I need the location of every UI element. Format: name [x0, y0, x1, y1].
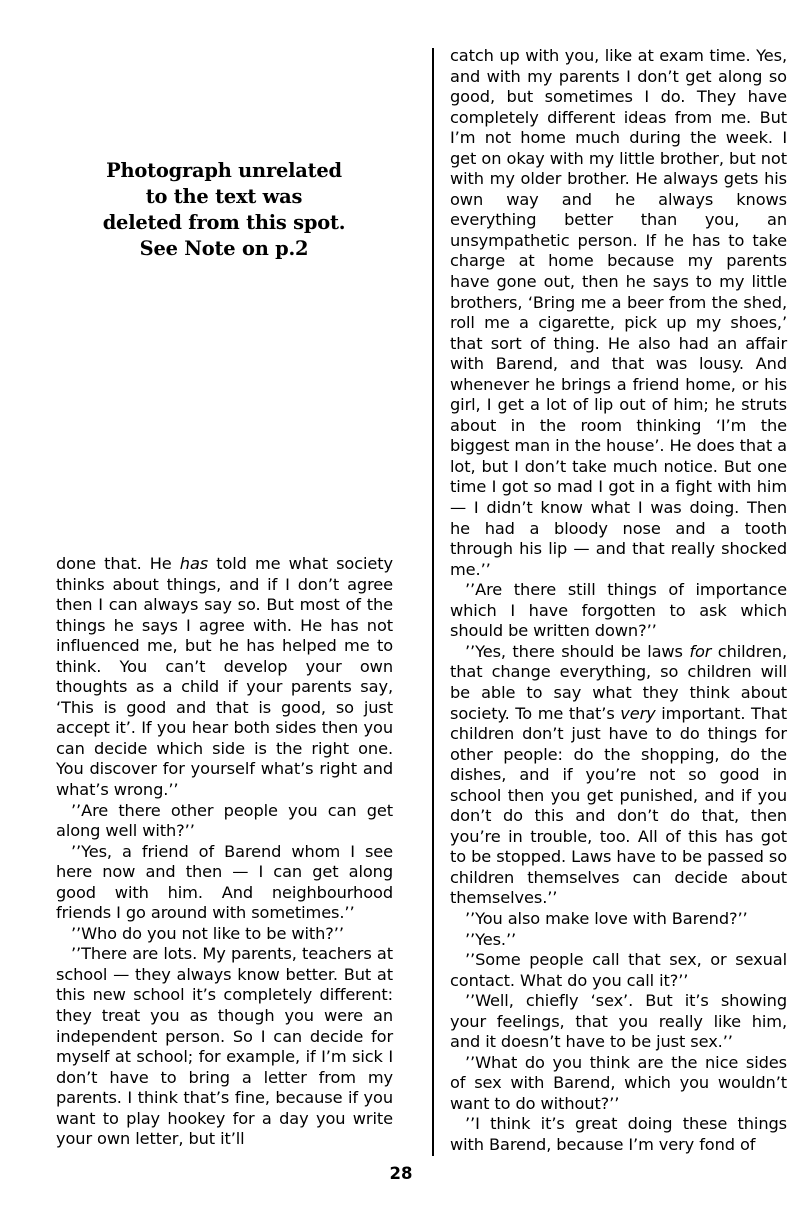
photo-removed-notice — [56, 158, 392, 262]
page-number: 28 — [389, 1164, 413, 1183]
paragraph: ’’You also make love with Barend?’’ — [465, 908, 748, 928]
paragraph: ’’What do you think are the nice sides of sex with Barend, which you wouldn’t want to do without?’’ — [450, 1052, 787, 1113]
notice-line: Photograph unrelated — [106, 159, 342, 182]
column-divider-rule — [432, 48, 434, 1156]
notice-line: deleted from this spot. — [102, 211, 346, 234]
paragraph: ’’I think it’s great doing these things with Barend, because I’m very fond of — [450, 1114, 787, 1154]
paragraph: ’’Who do you not like to be with?’’ — [71, 923, 344, 943]
paragraph: ’’Yes, a friend of Barend whom I see here now and then — I can get along good with him. And neighbourhood friends I go around with sometimes.’’ — [56, 841, 393, 923]
emphasis-text: for — [689, 641, 712, 661]
emphasis-text: has — [179, 554, 209, 573]
paragraph: ’’Are there other people you can get along well with?’’ — [56, 800, 393, 841]
paragraph: ’’Yes, there should be laws for children, that change everything, so children will be able to say what they think about society. To me that’s very important. That children don’t just have to do things for other people: do the shopping, do the dishes, and if you’re not so good in school then you get punished, and if you don’t do this and don’t do that, then you’re in trouble, too. All of this has got to be stopped. Laws have to be passed so children themselves can decide about themselves.’’ — [450, 641, 787, 908]
paragraph: ’’Some people call that sex, or sexual contact. What do you call it?’’ — [450, 950, 787, 990]
paragraph: ’’Well, chiefly ‘sex’. But it’s showing your feelings, that you really like him, and it doesn’t have to be just sex.’’ — [450, 991, 787, 1052]
paragraph: ’’Are there still things of importance which I have forgotten to ask which should be written down?’’ — [450, 580, 787, 641]
paragraph: catch up with you, like at exam time. Yes, and with my parents I don’t get along so good, but sometimes I do. They have completely different ideas from me. But I’m not home much during the week. I get on okay with my little brother, but not with my older brother. He always gets his own way and he always knows everything better than you, an unsympathetic person. If he has to take charge at home because my parents have gone out, then he says to my little brothers, ‘Bring me a beer from the shed, roll me a cigarette, pick up my shoes,’ that sort of thing. He also had an affair with Barend, and that was lousy. And whenever he brings a friend home, or his girl, I get a lot of lip out of him; he struts about in the room thinking ‘I’m the biggest man in the house’. He does that a lot, but I don’t take much notice. But one time I got so mad I got in a fight with him — I didn’t know what I was doing. Then he had a bloody nose and a tooth through his lip — and that really shocked me.’’ — [450, 46, 787, 579]
paragraph: done that. He has told me what society thinks about things, and if I don’t agree then I can always say so. But most of the things he says I agree with. He has not influenced me, but he has helped me to think. You can’t develop your own thoughts as a child if your parents say, ‘This is good and that is good, so just accept it’. If you hear both sides then you can decide which side is the right one. You discover for yourself what’s right and what’s wrong.’’ — [56, 554, 393, 800]
left-column-text — [56, 554, 393, 1150]
paragraph: ’’There are lots. My parents, teachers at school — they always know better. But at this new school it’s completely different: they treat you as though you were an independent person. So I can decide for myself at school; for example, if I’m sick I don’t have to bring a letter from my parents. I think that’s fine, because if you want to play hookey for a day you write your own letter, but it’ll — [56, 944, 393, 1149]
right-column-text — [450, 46, 787, 1156]
emphasis-text: very — [620, 703, 656, 723]
paragraph: ’’Yes.’’ — [465, 929, 517, 949]
notice-line: See Note on p.2 — [139, 237, 309, 260]
notice-line: to the text was — [145, 185, 303, 208]
